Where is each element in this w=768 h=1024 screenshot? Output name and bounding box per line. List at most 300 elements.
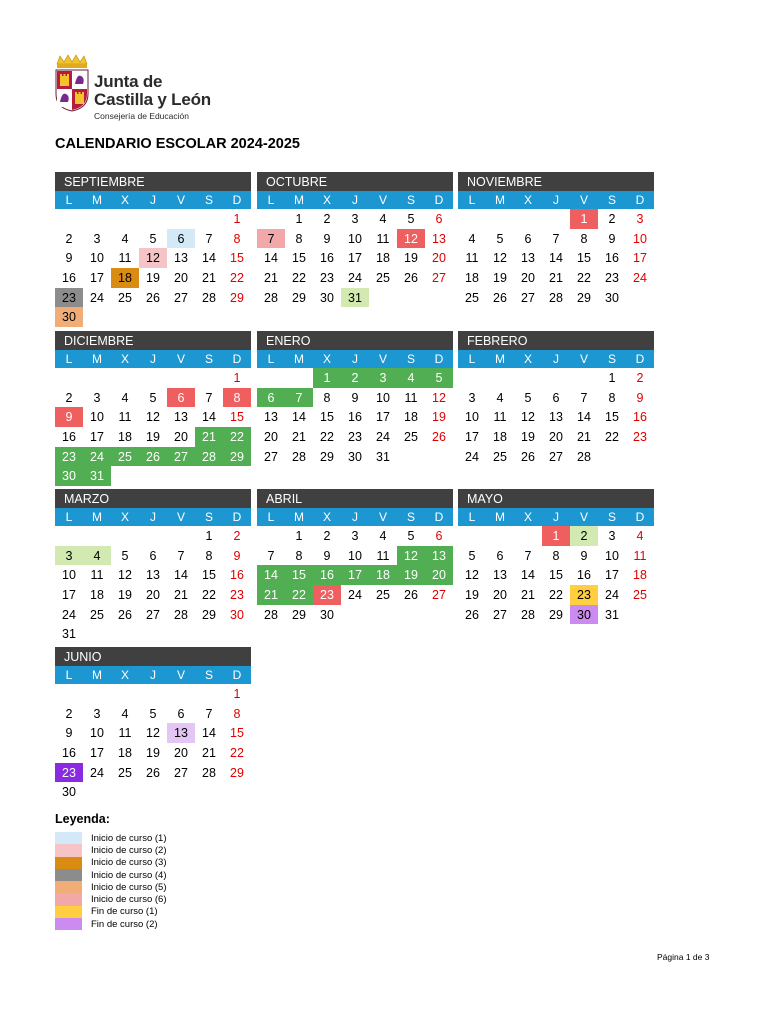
day-cell: 28 bbox=[202, 765, 216, 780]
day-cell: 6 bbox=[177, 706, 185, 721]
day-cell: 24 bbox=[83, 447, 111, 467]
day-cell: 2 bbox=[65, 390, 73, 405]
day-cell: 28 bbox=[264, 607, 278, 622]
day-cell: 25 bbox=[376, 271, 390, 286]
day-cell: 19 bbox=[404, 251, 418, 266]
empty-cell bbox=[257, 368, 285, 388]
day-cell: 17 bbox=[605, 568, 619, 583]
day-cell: 4 bbox=[121, 706, 129, 721]
day-cell: 14 bbox=[549, 251, 563, 266]
empty-cell bbox=[195, 368, 223, 388]
day-cell: 6 bbox=[167, 229, 195, 249]
empty-cell bbox=[514, 368, 542, 388]
day-cell: 18 bbox=[465, 271, 479, 286]
day-cell: 16 bbox=[62, 271, 76, 286]
days-grid bbox=[55, 368, 251, 486]
day-cell: 18 bbox=[118, 430, 132, 445]
weekday-label: J bbox=[150, 668, 156, 682]
weekday-label: X bbox=[120, 352, 129, 366]
month-title: MARZO bbox=[55, 489, 251, 508]
day-cell: 6 bbox=[257, 388, 285, 408]
day-cell: 9 bbox=[636, 390, 644, 405]
day-cell: 19 bbox=[465, 588, 479, 603]
month-enero bbox=[257, 331, 453, 466]
legend-swatch bbox=[55, 832, 82, 844]
weekday-header bbox=[458, 508, 654, 526]
legend-swatch bbox=[55, 844, 82, 856]
day-cell: 30 bbox=[230, 607, 244, 622]
day-cell: 17 bbox=[62, 588, 76, 603]
weekday-header bbox=[257, 191, 453, 209]
logo-text-castilla: Castilla y León bbox=[94, 90, 211, 109]
day-cell: 2 bbox=[570, 526, 598, 546]
weekday-label: L bbox=[65, 668, 73, 682]
month-diciembre bbox=[55, 331, 251, 486]
day-cell: 17 bbox=[90, 271, 104, 286]
page-title: CALENDARIO ESCOLAR 2024-2025 bbox=[55, 136, 300, 152]
day-cell: 4 bbox=[83, 546, 111, 566]
day-cell: 9 bbox=[55, 407, 83, 427]
day-cell: 11 bbox=[118, 410, 132, 425]
empty-cell bbox=[167, 684, 195, 704]
weekday-label: S bbox=[607, 510, 616, 524]
legend-swatch bbox=[55, 906, 82, 918]
day-cell: 2 bbox=[636, 371, 644, 385]
day-cell: 5 bbox=[121, 548, 129, 563]
empty-cell bbox=[195, 209, 223, 229]
day-cell: 27 bbox=[432, 271, 446, 286]
day-cell: 26 bbox=[139, 447, 167, 467]
weekday-label: D bbox=[635, 352, 645, 366]
weekday-label: X bbox=[120, 193, 129, 207]
empty-cell bbox=[139, 368, 167, 388]
legend-item bbox=[55, 869, 167, 881]
day-cell: 6 bbox=[524, 231, 532, 246]
day-cell: 20 bbox=[521, 271, 535, 286]
day-cell: 3 bbox=[93, 706, 101, 721]
day-cell: 30 bbox=[62, 785, 76, 800]
legend bbox=[55, 832, 167, 930]
day-cell: 11 bbox=[465, 251, 479, 266]
day-cell: 23 bbox=[605, 271, 619, 286]
weekday-label: V bbox=[176, 510, 185, 524]
day-cell: 2 bbox=[608, 212, 616, 226]
day-cell: 17 bbox=[90, 746, 104, 761]
weekday-label: L bbox=[468, 193, 476, 207]
day-cell: 1 bbox=[233, 687, 241, 701]
day-cell: 20 bbox=[174, 746, 188, 761]
weekday-label: V bbox=[176, 352, 185, 366]
month-octubre bbox=[257, 172, 453, 307]
day-cell: 29 bbox=[292, 607, 306, 622]
day-cell: 16 bbox=[633, 410, 647, 425]
days-grid bbox=[257, 526, 453, 624]
day-cell: 4 bbox=[636, 529, 644, 543]
day-cell: 18 bbox=[118, 746, 132, 761]
empty-cell bbox=[195, 684, 223, 704]
day-cell: 20 bbox=[549, 430, 563, 445]
day-cell: 22 bbox=[223, 427, 251, 447]
day-cell: 27 bbox=[432, 588, 446, 603]
day-cell: 23 bbox=[55, 447, 83, 467]
empty-cell bbox=[458, 209, 486, 229]
day-cell: 1 bbox=[542, 526, 570, 546]
day-cell: 14 bbox=[264, 251, 278, 266]
weekday-label: D bbox=[434, 510, 444, 524]
day-cell: 14 bbox=[202, 726, 216, 741]
day-cell: 19 bbox=[493, 271, 507, 286]
junta-logo bbox=[54, 54, 244, 126]
weekday-label: V bbox=[378, 193, 387, 207]
day-cell: 28 bbox=[202, 290, 216, 305]
weekday-label: D bbox=[434, 193, 444, 207]
day-cell: 7 bbox=[285, 388, 313, 408]
month-abril bbox=[257, 489, 453, 624]
day-cell: 10 bbox=[90, 726, 104, 741]
days-grid bbox=[458, 209, 654, 307]
weekday-label: V bbox=[176, 668, 185, 682]
empty-cell bbox=[285, 368, 313, 388]
empty-cell bbox=[257, 526, 285, 546]
day-cell: 8 bbox=[323, 390, 331, 405]
day-cell: 3 bbox=[351, 212, 359, 226]
day-cell: 1 bbox=[570, 209, 598, 229]
day-cell: 28 bbox=[264, 290, 278, 305]
day-cell: 17 bbox=[348, 251, 362, 266]
day-cell: 19 bbox=[432, 410, 446, 425]
day-cell: 27 bbox=[521, 290, 535, 305]
day-cell: 7 bbox=[205, 706, 213, 721]
month-febrero bbox=[458, 331, 654, 466]
day-cell: 19 bbox=[521, 430, 535, 445]
days-grid bbox=[55, 209, 251, 327]
day-cell: 1 bbox=[233, 371, 241, 385]
weekday-label: D bbox=[635, 510, 645, 524]
day-cell: 6 bbox=[435, 529, 443, 543]
day-cell: 23 bbox=[320, 271, 334, 286]
day-cell: 25 bbox=[465, 290, 479, 305]
weekday-label: D bbox=[232, 510, 242, 524]
weekday-label: D bbox=[232, 352, 242, 366]
days-grid bbox=[458, 368, 654, 466]
day-cell: 9 bbox=[233, 548, 241, 563]
day-cell: 8 bbox=[205, 548, 213, 563]
day-cell: 21 bbox=[521, 588, 535, 603]
day-cell: 4 bbox=[121, 390, 129, 405]
day-cell: 22 bbox=[577, 271, 591, 286]
day-cell: 8 bbox=[233, 231, 241, 246]
day-cell: 24 bbox=[348, 588, 362, 603]
day-cell: 10 bbox=[90, 410, 104, 425]
legend-label: Inicio de curso (2) bbox=[91, 844, 167, 856]
empty-cell bbox=[486, 526, 514, 546]
legend-item bbox=[55, 881, 167, 893]
empty-cell bbox=[542, 368, 570, 388]
empty-cell bbox=[55, 209, 83, 229]
day-cell: 12 bbox=[146, 726, 160, 741]
legend-swatch bbox=[55, 881, 82, 893]
day-cell: 13 bbox=[146, 568, 160, 583]
weekday-label: S bbox=[406, 352, 415, 366]
day-cell: 30 bbox=[55, 466, 83, 486]
weekday-label: X bbox=[523, 510, 532, 524]
day-cell: 20 bbox=[174, 271, 188, 286]
day-cell: 2 bbox=[323, 529, 331, 543]
day-cell: 30 bbox=[55, 307, 83, 327]
empty-cell bbox=[83, 368, 111, 388]
day-cell: 17 bbox=[465, 430, 479, 445]
weekday-label: S bbox=[204, 510, 213, 524]
day-cell: 3 bbox=[369, 368, 397, 388]
day-cell: 15 bbox=[577, 251, 591, 266]
day-cell: 1 bbox=[205, 529, 213, 543]
day-cell: 11 bbox=[376, 231, 390, 246]
legend-label: Fin de curso (2) bbox=[91, 918, 158, 930]
day-cell: 7 bbox=[524, 548, 532, 563]
month-title: MAYO bbox=[458, 489, 654, 508]
day-cell: 7 bbox=[205, 231, 213, 246]
weekday-label: J bbox=[150, 352, 156, 366]
day-cell: 24 bbox=[633, 271, 647, 286]
days-grid bbox=[55, 526, 251, 644]
day-cell: 15 bbox=[230, 726, 244, 741]
day-cell: 27 bbox=[493, 607, 507, 622]
day-cell: 19 bbox=[397, 565, 425, 585]
month-marzo bbox=[55, 489, 251, 644]
day-cell: 26 bbox=[404, 588, 418, 603]
day-cell: 13 bbox=[432, 231, 446, 246]
day-cell: 26 bbox=[146, 290, 160, 305]
weekday-label: L bbox=[267, 193, 275, 207]
day-cell: 22 bbox=[605, 430, 619, 445]
weekday-label: D bbox=[232, 668, 242, 682]
day-cell: 28 bbox=[521, 607, 535, 622]
weekday-label: M bbox=[92, 510, 102, 524]
day-cell: 31 bbox=[83, 466, 111, 486]
day-cell: 1 bbox=[608, 371, 616, 385]
day-cell: 26 bbox=[404, 271, 418, 286]
day-cell: 21 bbox=[292, 430, 306, 445]
day-cell: 5 bbox=[149, 390, 157, 405]
weekday-label: M bbox=[294, 352, 304, 366]
day-cell: 5 bbox=[468, 548, 476, 563]
legend-item bbox=[55, 857, 167, 869]
day-cell: 13 bbox=[174, 251, 188, 266]
day-cell: 4 bbox=[468, 231, 476, 246]
weekday-label: X bbox=[322, 352, 331, 366]
weekday-label: M bbox=[495, 510, 505, 524]
empty-cell bbox=[111, 368, 139, 388]
legend-label: Inicio de curso (6) bbox=[91, 894, 167, 906]
weekday-label: M bbox=[495, 193, 505, 207]
day-cell: 19 bbox=[146, 271, 160, 286]
empty-cell bbox=[55, 526, 83, 546]
day-cell: 30 bbox=[320, 290, 334, 305]
day-cell: 14 bbox=[174, 568, 188, 583]
legend-label: Inicio de curso (5) bbox=[91, 881, 167, 893]
day-cell: 9 bbox=[323, 548, 331, 563]
day-cell: 20 bbox=[425, 565, 453, 585]
day-cell: 26 bbox=[521, 449, 535, 464]
weekday-label: L bbox=[65, 510, 73, 524]
weekday-header bbox=[55, 191, 251, 209]
day-cell: 18 bbox=[90, 588, 104, 603]
month-junio bbox=[55, 647, 251, 802]
day-cell: 25 bbox=[404, 430, 418, 445]
day-cell: 26 bbox=[146, 765, 160, 780]
empty-cell bbox=[486, 209, 514, 229]
day-cell: 1 bbox=[313, 368, 341, 388]
empty-cell bbox=[542, 209, 570, 229]
day-cell: 13 bbox=[521, 251, 535, 266]
legend-item bbox=[55, 893, 167, 905]
weekday-label: L bbox=[65, 352, 73, 366]
day-cell: 17 bbox=[376, 410, 390, 425]
weekday-header bbox=[55, 666, 251, 684]
day-cell: 10 bbox=[348, 548, 362, 563]
day-cell: 8 bbox=[580, 231, 588, 246]
day-cell: 31 bbox=[605, 607, 619, 622]
day-cell: 24 bbox=[348, 271, 362, 286]
day-cell: 5 bbox=[149, 231, 157, 246]
weekday-label: D bbox=[434, 352, 444, 366]
month-title: FEBRERO bbox=[458, 331, 654, 350]
days-grid bbox=[55, 684, 251, 802]
day-cell: 23 bbox=[348, 430, 362, 445]
legend-swatch bbox=[55, 918, 82, 930]
day-cell: 11 bbox=[493, 410, 507, 425]
empty-cell bbox=[514, 526, 542, 546]
day-cell: 18 bbox=[111, 268, 139, 288]
day-cell: 27 bbox=[167, 447, 195, 467]
month-title: DICIEMBRE bbox=[55, 331, 251, 350]
month-title: OCTUBRE bbox=[257, 172, 453, 191]
day-cell: 9 bbox=[65, 726, 73, 741]
day-cell: 15 bbox=[285, 565, 313, 585]
day-cell: 5 bbox=[407, 529, 415, 543]
empty-cell bbox=[458, 368, 486, 388]
weekday-label: V bbox=[378, 510, 387, 524]
month-title: ABRIL bbox=[257, 489, 453, 508]
day-cell: 18 bbox=[369, 565, 397, 585]
weekday-label: L bbox=[267, 510, 275, 524]
weekday-label: J bbox=[553, 352, 559, 366]
day-cell: 29 bbox=[230, 290, 244, 305]
weekday-label: M bbox=[92, 352, 102, 366]
legend-swatch bbox=[55, 869, 82, 881]
day-cell: 17 bbox=[90, 430, 104, 445]
weekday-label: X bbox=[322, 510, 331, 524]
day-cell: 15 bbox=[292, 251, 306, 266]
day-cell: 30 bbox=[570, 605, 598, 625]
day-cell: 3 bbox=[351, 529, 359, 543]
day-cell: 24 bbox=[90, 765, 104, 780]
day-cell: 6 bbox=[149, 548, 157, 563]
day-cell: 4 bbox=[121, 231, 129, 246]
weekday-header bbox=[257, 508, 453, 526]
empty-cell bbox=[83, 526, 111, 546]
day-cell: 25 bbox=[118, 765, 132, 780]
empty-cell bbox=[111, 209, 139, 229]
day-cell: 5 bbox=[524, 390, 532, 405]
days-grid bbox=[257, 209, 453, 307]
day-cell: 8 bbox=[608, 390, 616, 405]
day-cell: 25 bbox=[633, 588, 647, 603]
day-cell: 28 bbox=[292, 449, 306, 464]
empty-cell bbox=[139, 684, 167, 704]
day-cell: 3 bbox=[93, 390, 101, 405]
day-cell: 21 bbox=[174, 588, 188, 603]
day-cell: 7 bbox=[257, 229, 285, 249]
empty-cell bbox=[257, 209, 285, 229]
day-cell: 20 bbox=[174, 430, 188, 445]
day-cell: 2 bbox=[233, 529, 241, 543]
day-cell: 9 bbox=[608, 231, 616, 246]
day-cell: 27 bbox=[174, 290, 188, 305]
day-cell: 19 bbox=[146, 746, 160, 761]
weekday-label: S bbox=[204, 668, 213, 682]
day-cell: 26 bbox=[118, 607, 132, 622]
day-cell: 15 bbox=[230, 410, 244, 425]
day-cell: 3 bbox=[468, 390, 476, 405]
empty-cell bbox=[111, 526, 139, 546]
weekday-label: M bbox=[294, 193, 304, 207]
empty-cell bbox=[458, 526, 486, 546]
weekday-label: L bbox=[65, 193, 73, 207]
weekday-label: X bbox=[523, 193, 532, 207]
day-cell: 28 bbox=[549, 290, 563, 305]
day-cell: 2 bbox=[65, 231, 73, 246]
weekday-label: X bbox=[523, 352, 532, 366]
day-cell: 26 bbox=[493, 290, 507, 305]
day-cell: 24 bbox=[90, 290, 104, 305]
day-cell: 1 bbox=[295, 529, 303, 543]
day-cell: 20 bbox=[146, 588, 160, 603]
empty-cell bbox=[167, 526, 195, 546]
day-cell: 25 bbox=[90, 607, 104, 622]
empty-cell bbox=[111, 684, 139, 704]
legend-label: Fin de curso (1) bbox=[91, 906, 158, 918]
day-cell: 9 bbox=[351, 390, 359, 405]
weekday-label: S bbox=[406, 510, 415, 524]
coat-of-arms-icon bbox=[54, 54, 90, 112]
day-cell: 31 bbox=[62, 627, 76, 642]
day-cell: 5 bbox=[425, 368, 453, 388]
day-cell: 18 bbox=[404, 410, 418, 425]
day-cell: 16 bbox=[313, 565, 341, 585]
legend-label: Inicio de curso (3) bbox=[91, 857, 167, 869]
day-cell: 22 bbox=[202, 588, 216, 603]
logo-text-junta: Junta de bbox=[94, 72, 163, 91]
day-cell: 24 bbox=[465, 449, 479, 464]
day-cell: 12 bbox=[397, 546, 425, 566]
weekday-label: J bbox=[352, 193, 358, 207]
weekday-label: V bbox=[579, 193, 588, 207]
month-title: JUNIO bbox=[55, 647, 251, 666]
day-cell: 3 bbox=[608, 529, 616, 543]
day-cell: 5 bbox=[149, 706, 157, 721]
day-cell: 20 bbox=[264, 430, 278, 445]
day-cell: 16 bbox=[320, 251, 334, 266]
day-cell: 4 bbox=[397, 368, 425, 388]
empty-cell bbox=[139, 209, 167, 229]
day-cell: 23 bbox=[313, 585, 341, 605]
day-cell: 9 bbox=[65, 251, 73, 266]
month-noviembre bbox=[458, 172, 654, 307]
day-cell: 19 bbox=[118, 588, 132, 603]
day-cell: 22 bbox=[292, 271, 306, 286]
day-cell: 30 bbox=[605, 290, 619, 305]
